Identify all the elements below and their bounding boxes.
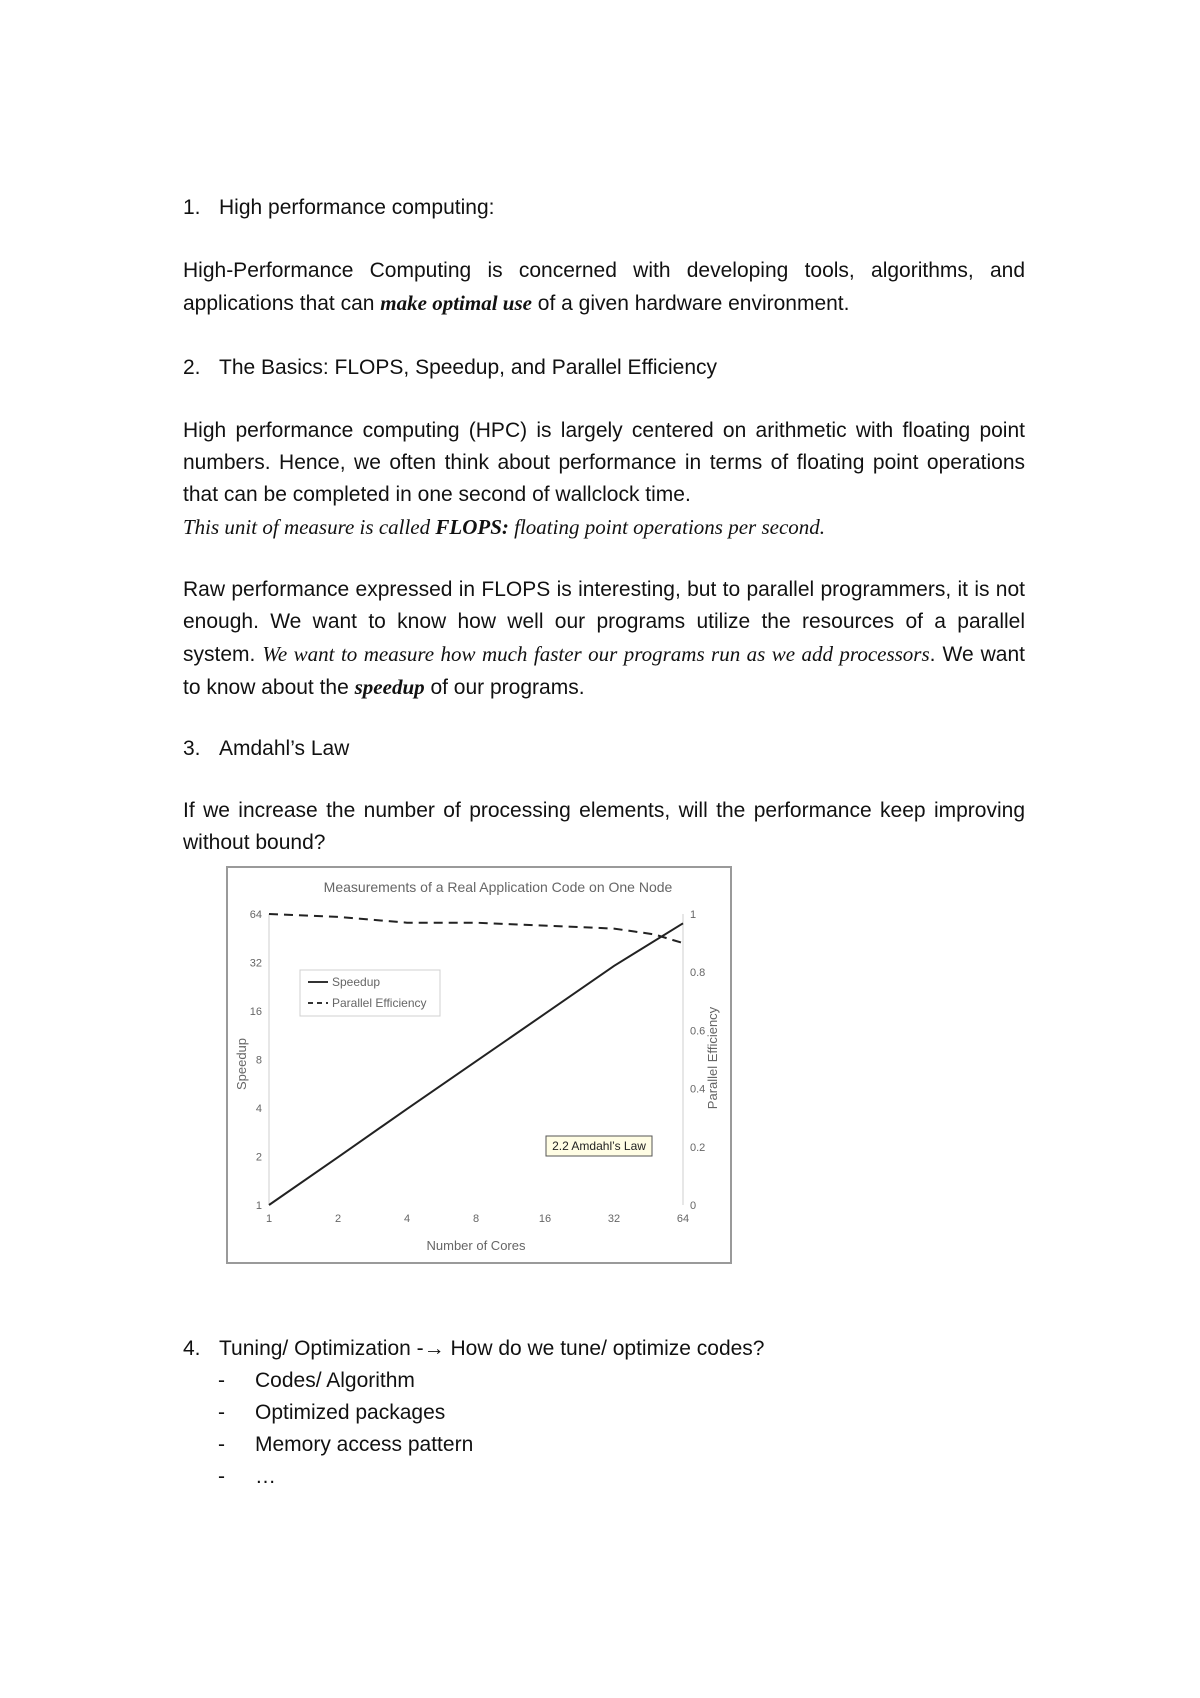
y2-tick-label: 0.8 [690,967,706,980]
italic-text: floating point operations per second. [508,515,826,539]
y-tick-label: 1 [255,1200,262,1212]
text-run: of a given hardware environment. [531,292,850,315]
y2-tick-label: 0.6 [690,1025,706,1038]
annotation-label: 2.2 Amdahl’s Law [552,1139,646,1153]
chart-canvas [228,868,730,1262]
list-item-text: Memory access pattern [255,1433,474,1456]
y2-tick-label: 0.4 [690,1083,706,1096]
emphasis-text: make optimal use [380,291,532,315]
section-heading-4 [183,1333,764,1365]
section-title: The Basics: FLOPS, Speedup, and Parallel Efficiency [219,356,718,379]
y2-tick-label: 0.2 [690,1141,706,1154]
y-axis-label: Speedup [234,1037,249,1091]
y2-tick-labels [690,909,705,1212]
list-bullet: - [218,1433,225,1456]
text-run: High-Performance Computing is concerned with developing tools, algorithms, and applications that can [183,259,1025,315]
y-tick-label: 32 [249,957,262,970]
list-item-text: Codes/ Algorithm [255,1369,415,1392]
section-title: Tuning/ Optimization - [219,1337,424,1360]
chart-legend [300,970,440,1016]
y-tick-label: 64 [249,909,262,921]
amdahl-chart [226,866,732,1264]
text-run: High performance computing (HPC) is largely centered on arithmetic with floating point numbers. Hence, we often think about performance in terms of floating point operations that can be completed in one second of wallclock time. [183,419,1025,506]
list-bullet: - [218,1401,225,1424]
x-tick-label: 1 [265,1213,273,1225]
section-title: Amdahl’s Law [219,737,350,760]
x-tick-label: 32 [607,1213,621,1225]
x-tick-label: 8 [472,1213,480,1225]
parallel-efficiency-series-line [269,914,683,943]
italic-text: This unit of measure is called [183,515,436,539]
list-bullet: - [218,1369,225,1392]
tuning-list [218,1365,473,1493]
emphasis-text: FLOPS: [435,515,509,539]
section-heading-3 [183,733,349,765]
list-item [218,1461,473,1493]
y-tick-label: 4 [255,1103,262,1115]
x-tick-labels [266,1213,689,1225]
section-title: High performance computing: [219,196,495,219]
y2-tick-label: 0 [690,1200,697,1212]
list-item [218,1397,473,1429]
y2-tick-label: 1 [690,909,697,921]
y-tick-label: 2 [255,1151,262,1164]
y2-axis-label: Parallel Efficiency [705,1006,720,1110]
section-title-continued: How do we tune/ optimize codes? [444,1337,765,1360]
list-item-text: … [255,1465,276,1488]
list-item [218,1429,473,1461]
speedup-series-line [269,923,683,1205]
list-item [218,1365,473,1397]
text-run: . We want to know about the [183,643,1025,699]
list-bullet: - [218,1465,225,1488]
arrow-icon: → [423,1337,445,1360]
legend-label-speedup: Speedup [332,975,381,989]
section-number: 1. [183,196,201,219]
section-heading-1 [183,192,494,224]
legend-label-efficiency: Parallel Efficiency [332,996,427,1010]
text-run: Raw performance expressed in FLOPS is interesting, but to parallel programmers, it is not enough. We want to know how well our programs utilize the resources of a parallel system. [183,578,1025,666]
section-heading-2 [183,352,717,384]
text-run: of our programs. [424,676,585,699]
x-tick-label: 2 [334,1213,342,1225]
paragraph-flops [183,415,1025,543]
x-tick-label: 64 [676,1213,690,1225]
paragraph-hpc-definition [183,255,1025,320]
emphasis-text: speedup [354,675,425,699]
paragraph-amdahl-question [183,795,1025,859]
y-tick-labels [250,909,262,1212]
x-axis-label: Number of Cores [426,1238,526,1253]
list-item-text: Optimized packages [255,1401,446,1424]
text-run: If we increase the number of processing elements, will the performance keep improving without bound? [183,799,1025,854]
section-number: 2. [183,356,201,379]
x-tick-label: 16 [538,1213,552,1225]
italic-text: We want to measure how much faster our programs run as we add processors [262,642,930,666]
section-number: 4. [183,1337,201,1360]
paragraph-speedup [183,574,1025,704]
y-tick-label: 8 [255,1054,262,1067]
chart-annotation [546,1136,652,1156]
section-number: 3. [183,737,201,760]
chart-title: Measurements of a Real Application Code on One Node [323,879,673,895]
y-tick-label: 16 [249,1006,262,1018]
x-tick-label: 4 [403,1213,411,1225]
